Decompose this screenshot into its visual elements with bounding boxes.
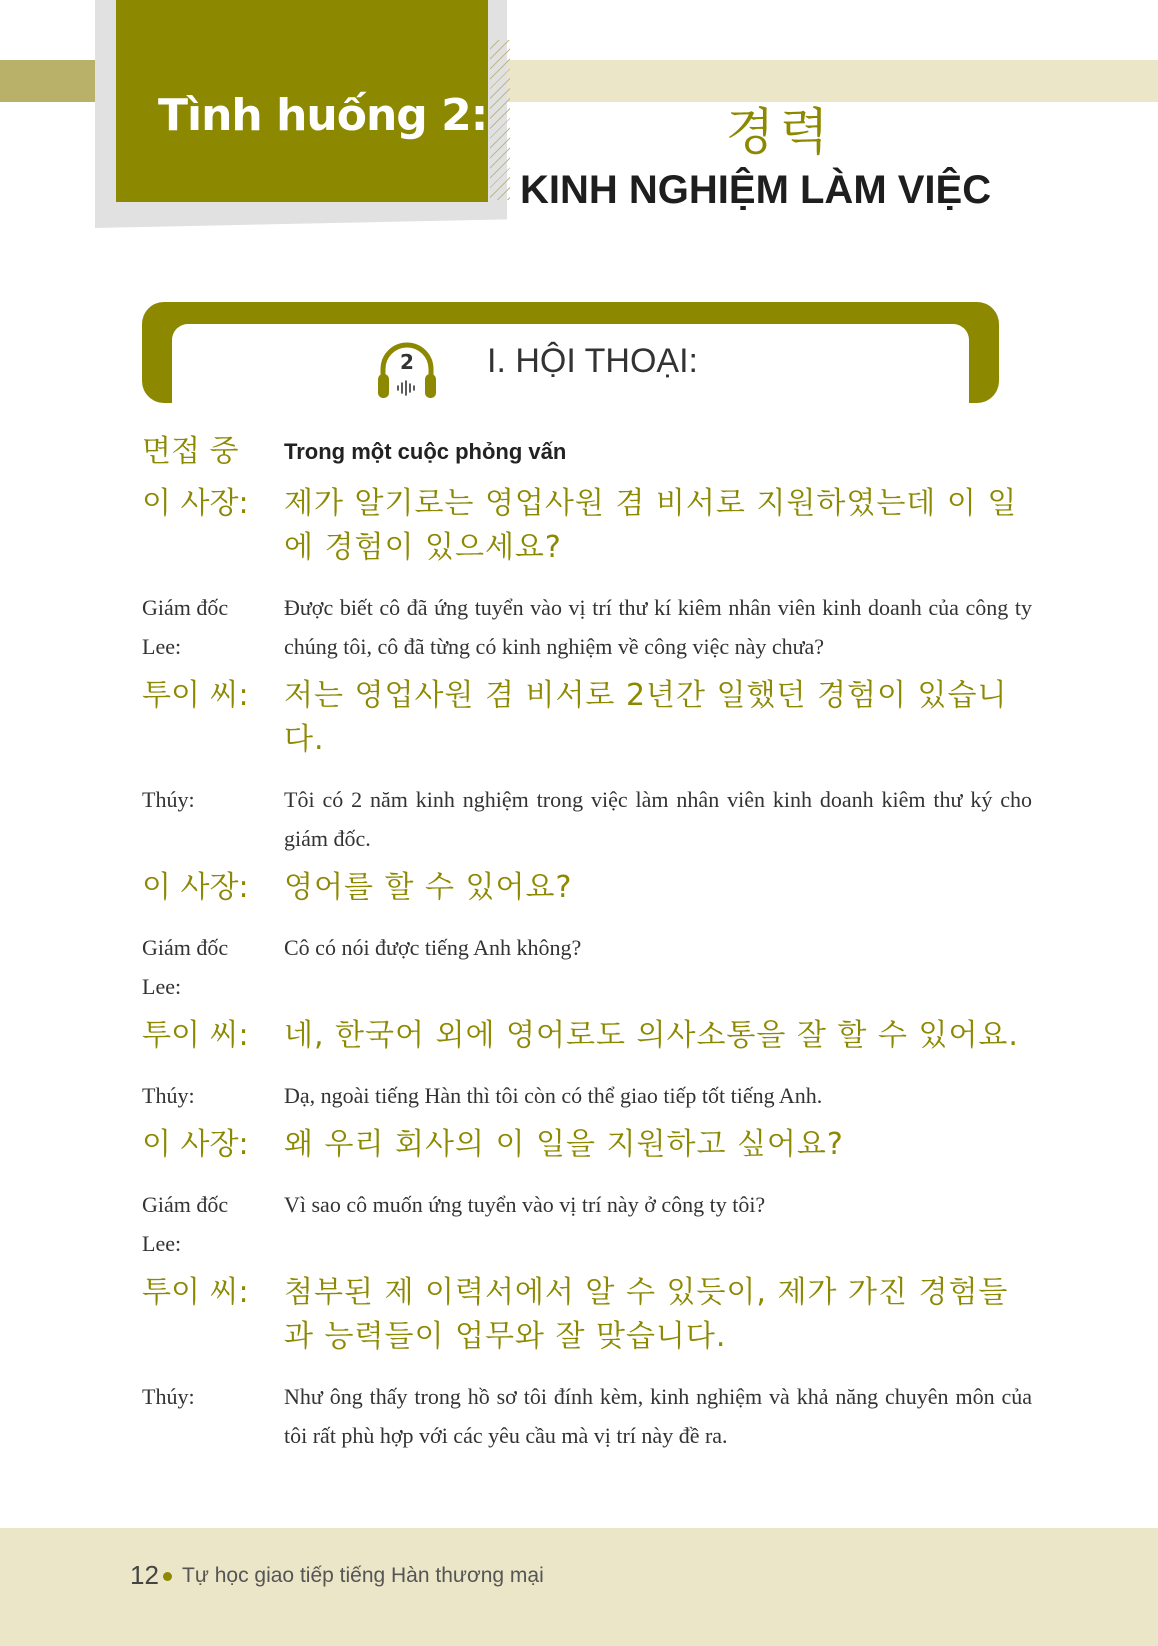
speaker-korean: 이 사장: <box>142 1127 249 1162</box>
dialogue-line-vietnamese <box>142 1185 1032 1263</box>
line-korean: 왜 우리 회사의 이 일을 지원하고 싶어요? <box>284 1127 844 1162</box>
situation-label: Tình huống 2: <box>158 90 488 141</box>
speaker-vietnamese: Thúy: <box>142 1384 195 1409</box>
line-korean: 첨부된 제 이력서에서 알 수 있듯이, 제가 가진 경험들과 능력들이 업무와 잘 맞습니다. <box>284 1275 1009 1354</box>
section-title: I. HỘI THOẠI: <box>487 342 698 380</box>
dialogue-line-korean <box>142 1271 1032 1359</box>
line-korean: 제가 알기로는 영업사원 겸 비서로 지원하였는데 이 일에 경험이 있으세요? <box>284 486 1018 565</box>
dialogue-line-korean <box>142 482 1032 570</box>
bullet-dot-icon <box>163 1572 172 1581</box>
speaker-korean: 이 사장: <box>142 486 249 521</box>
line-korean: 저는 영업사원 겸 비서로 2년간 일했던 경험이 있습니다. <box>284 678 1008 757</box>
line-vietnamese: Được biết cô đã ứng tuyển vào vị trí thư kí kiêm nhân viên kinh doanh của công ty chúng tôi, cô đã từng có kinh nghiệm về công việc này chưa? <box>284 595 1032 659</box>
line-korean: 영어를 할 수 있어요? <box>284 870 573 905</box>
dialogue-line-vietnamese <box>142 1377 1032 1455</box>
line-korean: 네, 한국어 외에 영어로도 의사소통을 잘 할 수 있어요. <box>284 1018 1019 1053</box>
scene-row <box>142 430 1032 474</box>
dialogue-line-vietnamese <box>142 588 1032 666</box>
dialogue-line-korean <box>142 1123 1032 1167</box>
scene-text: Trong một cuộc phỏng vấn <box>284 439 567 464</box>
dialogue-line-korean <box>142 866 1032 910</box>
hatch-decoration <box>490 40 510 200</box>
title-vietnamese: KINH NGHIỆM LÀM VIỆC <box>520 168 992 212</box>
line-vietnamese: Cô có nói được tiếng Anh không? <box>284 935 582 960</box>
speaker-korean: 투이 씨: <box>142 678 249 713</box>
headphone-audio-icon <box>374 336 440 402</box>
section-banner-inner <box>172 324 969 403</box>
speaker-korean: 이 사장: <box>142 870 249 905</box>
dialogue-line-korean <box>142 674 1032 762</box>
header-band-left <box>0 60 110 102</box>
section-banner <box>142 302 999 403</box>
speaker-vietnamese: Giám đốc Lee: <box>142 1192 229 1256</box>
speaker-vietnamese: Giám đốc Lee: <box>142 595 229 659</box>
situation-title-box <box>116 0 488 202</box>
line-vietnamese: Như ông thấy trong hồ sơ tôi đính kèm, kinh nghiệm và khả năng chuyên môn của tôi rất phù hợp với các yêu cầu mà vị trí này đề ra. <box>284 1384 1032 1448</box>
title-korean: 경력 <box>725 103 835 161</box>
dialogue-line-korean <box>142 1014 1032 1058</box>
line-vietnamese: Vì sao cô muốn ứng tuyển vào vị trí này ở công ty tôi? <box>284 1192 766 1217</box>
line-vietnamese: Dạ, ngoài tiếng Hàn thì tôi còn có thể giao tiếp tốt tiếng Anh. <box>284 1083 823 1108</box>
speaker-vietnamese: Thúy: <box>142 787 195 812</box>
speaker-korean: 투이 씨: <box>142 1018 249 1053</box>
page-number: 12 <box>130 1560 159 1590</box>
dialogue-line-vietnamese <box>142 928 1032 1006</box>
speaker-korean: 투이 씨: <box>142 1275 249 1310</box>
page-footer <box>0 1528 1158 1646</box>
line-vietnamese: Tôi có 2 năm kinh nghiệm trong việc làm nhân viên kinh doanh kiêm thư ký cho giám đốc. <box>284 787 1032 851</box>
scene-label-korean: 면접 중 <box>142 434 239 469</box>
dialogue-line-vietnamese <box>142 1076 1032 1115</box>
speaker-vietnamese: Giám đốc Lee: <box>142 935 229 999</box>
track-number: 2 <box>400 350 414 374</box>
speaker-vietnamese: Thúy: <box>142 1083 195 1108</box>
dialogue <box>142 430 1032 1455</box>
book-title: Tự học giao tiếp tiếng Hàn thương mại <box>182 1564 544 1587</box>
dialogue-line-vietnamese <box>142 780 1032 858</box>
